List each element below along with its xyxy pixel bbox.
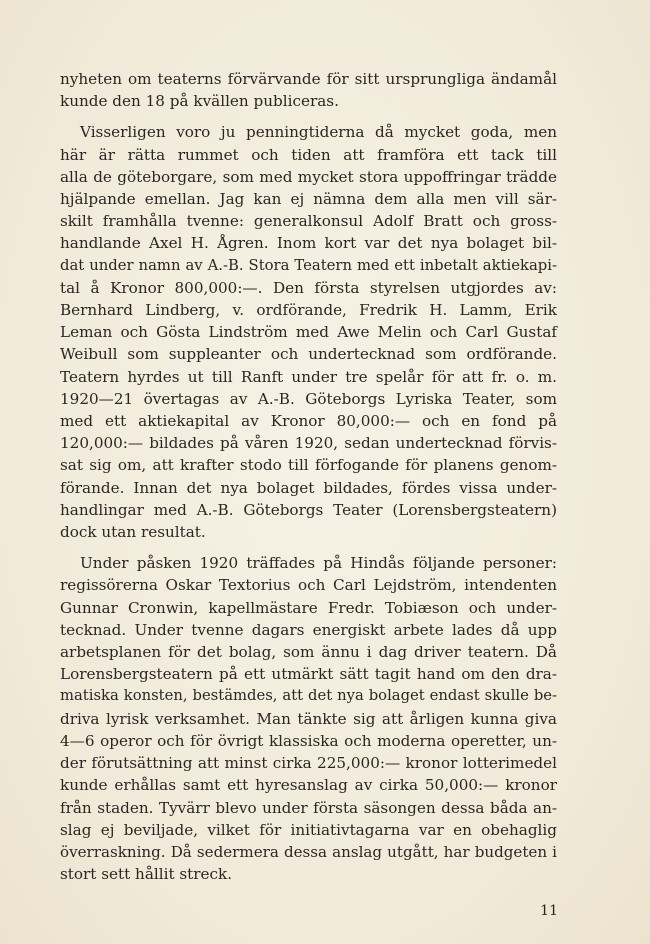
text-line: Bernhard Lindberg, v. ordförande, Fredrik H. Lamm, Erik: [60, 301, 557, 320]
body-text: [60, 68, 557, 894]
text-line: 120,000:— bildades på våren 1920, sedan undertecknad förvis-: [60, 434, 557, 453]
text-line: dock utan resultat.: [60, 523, 206, 542]
text-line: från staden. Tyvärr blevo under första säsongen dessa båda an-: [60, 798, 557, 817]
paragraph-3: [60, 552, 557, 885]
text-line: 4—6 operor och för övrigt klassiska och moderna operetter, un-: [60, 731, 557, 750]
text-line: tal å Kronor 800,000:—. Den första styrelsen utgjordes av:: [60, 278, 557, 297]
text-line: hjälpande emellan. Jag kan ej nämna dem alla men vill sär-: [60, 190, 557, 209]
page-number: 11: [540, 903, 558, 919]
text-line: med ett aktiekapital av Kronor 80,000:— och en fond på: [60, 412, 557, 431]
text-line: nyheten om teaterns förvärvande för sitt ursprungliga ändamål: [60, 70, 557, 88]
text-line: dat under namn av A.-B. Stora Teatern med ett inbetalt aktiekapi-: [60, 256, 557, 274]
text-line: arbetsplanen för det bolag, som ännu i dag driver teatern. Då: [60, 643, 557, 662]
text-line: Teatern hyrdes ut till Ranft under tre spelår för att fr. o. m.: [60, 367, 557, 386]
text-line: handlingar med A.-B. Göteborgs Teater (Lorensbergsteatern): [60, 500, 557, 519]
text-line: slag ej beviljade, vilket för initiativtagarna var en obehaglig: [60, 820, 557, 839]
text-line: tecknad. Under tvenne dagars energiskt arbete lades då upp: [60, 620, 557, 639]
text-line: överraskning. Då sedermera dessa anslag utgått, har budgeten i: [60, 842, 557, 861]
text-line: matiska konsten, bestämdes, att det nya bolaget endast skulle be-: [60, 687, 557, 705]
text-line: här är rätta rummet och tiden att framföra ett tack till: [60, 145, 557, 164]
text-line: Visserligen voro ju penningtiderna då mycket goda, men: [80, 123, 557, 142]
text-line: driva lyrisk verksamhet. Man tänkte sig att årligen kunna giva: [60, 709, 557, 728]
text-line: förande. Innan det nya bolaget bildades, fördes vissa under-: [60, 478, 557, 497]
text-line: kunde erhållas samt ett hyresanslag av cirka 50,000:— kronor: [60, 776, 557, 795]
text-line: Leman och Gösta Lindström med Awe Melin och Carl Gustaf: [60, 323, 557, 342]
paragraph-1: [60, 68, 557, 112]
text-line: sat sig om, att krafter stodo till förfogande för planens genom-: [60, 456, 557, 475]
text-line: handlande Axel H. Ågren. Inom kort var det nya bolaget bil-: [60, 234, 557, 253]
text-line: Weibull som suppleanter och undertecknad som ordförande.: [60, 345, 557, 364]
text-line: stort sett hållit streck.: [60, 865, 233, 884]
text-line: regissörerna Oskar Textorius och Carl Lejdström, intendenten: [60, 576, 557, 595]
text-line: 1920—21 övertagas av A.-B. Göteborgs Lyriska Teater, som: [60, 389, 557, 408]
text-line: kunde den 18 på kvällen publiceras.: [60, 92, 339, 111]
paragraph-2: [60, 121, 557, 543]
text-line: der förutsättning att minst cirka 225,000:— kronor lotterimedel: [60, 754, 557, 773]
text-line: skilt framhålla tvenne: generalkonsul Adolf Bratt och gross-: [60, 212, 557, 231]
text-line: Under påsken 1920 träffades på Hindås följande personer:: [80, 554, 557, 573]
text-line: Lorensbergsteatern på ett utmärkt sätt tagit hand om den dra-: [60, 665, 557, 684]
text-line: alla de göteborgare, som med mycket stora uppoffringar trädde: [60, 167, 557, 186]
text-line: Gunnar Cronwin, kapellmästare Fredr. Tobiæson och under-: [60, 598, 557, 617]
